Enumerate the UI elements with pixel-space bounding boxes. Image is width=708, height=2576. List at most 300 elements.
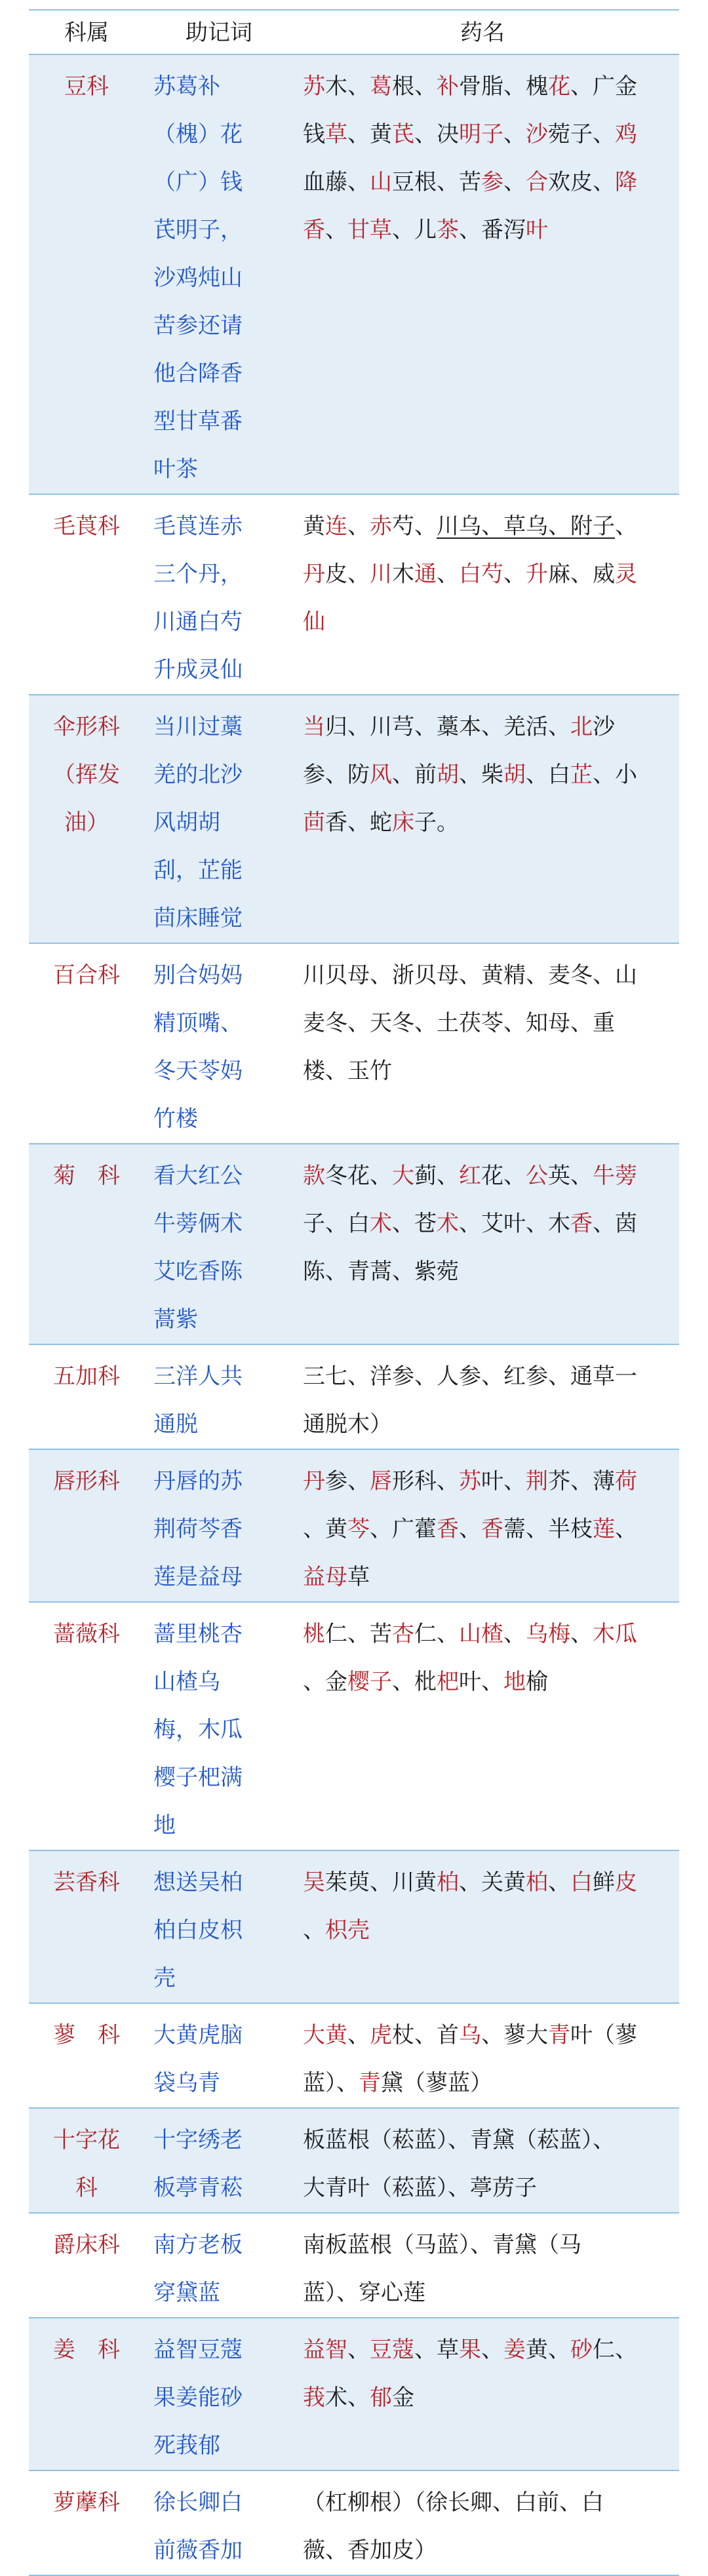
drugs-cell — [294, 2318, 679, 2470]
mnemonic-cell-line: 型甘草番 — [153, 408, 243, 435]
family-cell-line: 蓼 科 — [53, 2022, 120, 2048]
drug-text: 蓝）、穿心莲 — [303, 2280, 425, 2306]
drug-text: 、艾叶、木 — [459, 1211, 570, 1237]
drug-text: 、 — [459, 1516, 481, 1542]
drug-text: 、 — [347, 2022, 370, 2048]
drug-text: 楼、玉竹 — [303, 1058, 392, 1084]
drug-text: 、 — [503, 169, 526, 195]
drug-text: 鲜 — [593, 1869, 615, 1896]
drug-text: 陈、青蒿、紫菀 — [303, 1259, 459, 1285]
mnemonic-cell — [144, 695, 294, 943]
header-drugs: 药名 — [460, 20, 505, 46]
drug-text: 叶、 — [459, 1669, 503, 1695]
drug-text: 大黄 — [303, 2022, 347, 2048]
mnemonic-cell-line: 十字绣老 — [153, 2127, 243, 2153]
drug-text: 蓝）、 — [303, 2070, 359, 2096]
mnemonic-cell-line: 苦参还请 — [153, 313, 243, 339]
drug-text: 、金 — [303, 1669, 347, 1695]
drug-text: 薷、半枝 — [503, 1516, 593, 1542]
mnemonic-cell-line: 莲是益母 — [153, 1564, 243, 1590]
drug-text: 灵 — [615, 561, 637, 587]
drugs-cell — [294, 1345, 679, 1449]
drug-text: 荆 — [526, 1468, 548, 1494]
drugs-line — [303, 1610, 671, 1658]
mnemonic-cell-line: 壳 — [153, 1965, 176, 1991]
drug-text: 香 — [303, 217, 325, 243]
drug-text: 木 — [392, 561, 414, 587]
mnemonic-cell-line: 蒿紫 — [153, 1306, 198, 1333]
family-cell-line: 油） — [64, 810, 109, 836]
mnemonic-cell-line: 通脱 — [153, 1411, 198, 1437]
table-row — [29, 695, 679, 944]
drug-text: 款 — [303, 1163, 325, 1189]
drug-text: 山楂 — [459, 1621, 503, 1647]
mnemonic-cell-line: 毛莨连赤 — [153, 513, 243, 539]
table-row — [29, 2214, 679, 2318]
drug-text: 、儿 — [392, 217, 437, 243]
drugs-line — [303, 2374, 671, 2422]
drug-text: 、枇 — [392, 1669, 437, 1695]
drug-text: 叶、 — [481, 1468, 526, 1494]
drug-text: 大 — [392, 1163, 414, 1189]
drug-text: 南板蓝根（马蓝）、青黛（马 — [303, 2232, 581, 2258]
mnemonic-cell — [144, 55, 294, 494]
drug-text: 仁、苦 — [325, 1621, 392, 1647]
mnemonic-cell-line: 川通白芍 — [153, 609, 243, 635]
drug-text: 虎 — [370, 2022, 392, 2048]
mnemonic-cell-line: 山楂乌 — [153, 1669, 220, 1695]
drugs-line — [303, 1200, 671, 1248]
mnemonic-cell-line: 前薇香加 — [153, 2537, 243, 2564]
drug-text: 薇、香加皮） — [303, 2537, 437, 2564]
mnemonic-cell-line: 柏白皮枳 — [153, 1917, 243, 1943]
drug-text: 、前 — [392, 762, 437, 788]
header-family: 科属 — [64, 20, 109, 46]
drugs-line — [303, 703, 671, 751]
drug-text: 枳壳 — [325, 1917, 370, 1943]
drug-text: 、 — [503, 1621, 526, 1647]
drug-text: 果 — [459, 2337, 481, 2363]
drug-text: 茱萸、川黄 — [325, 1869, 437, 1896]
drug-text: 、 — [503, 121, 526, 147]
drug-text: 芍、 — [392, 513, 437, 539]
drug-text: 、广藿 — [370, 1516, 437, 1542]
drug-text: 菀子、 — [548, 121, 615, 147]
drugs-line — [303, 952, 671, 1000]
mnemonic-cell-line: 想送吴柏 — [153, 1869, 243, 1896]
drug-text: 甘草 — [347, 217, 392, 243]
drug-text: 子。 — [414, 810, 459, 836]
drug-text: 黄 — [303, 513, 325, 539]
drugs-line — [303, 799, 671, 847]
family-cell — [29, 1851, 144, 2002]
drug-text: 形科、 — [392, 1468, 459, 1494]
drug-text: 、 — [437, 561, 459, 587]
drug-text: 丹 — [303, 561, 325, 587]
mnemonic-cell — [144, 1603, 294, 1850]
drug-text: 大青叶（菘蓝）、葶苈子 — [303, 2175, 537, 2201]
drug-text: 术、 — [325, 2385, 370, 2411]
drug-text: 唇 — [370, 1468, 392, 1494]
drugs-cell — [294, 695, 679, 943]
drugs-line — [303, 1047, 671, 1095]
family-cell — [29, 2109, 144, 2212]
drugs-line — [303, 751, 671, 799]
drug-text: 术 — [370, 1211, 392, 1237]
drug-text: 苏 — [303, 73, 325, 100]
family-cell-line: 唇形科 — [53, 1468, 120, 1494]
family-cell-line: 芸香科 — [53, 1869, 120, 1896]
mnemonic-cell-line: （槐）花 — [153, 121, 243, 147]
drugs-cell — [294, 1144, 679, 1344]
drugs-line — [303, 2012, 671, 2059]
drug-text: 郁 — [370, 2385, 392, 2411]
drugs-line — [303, 2221, 671, 2269]
table-row — [29, 1144, 679, 1345]
drug-text: 姜 — [503, 2337, 526, 2363]
mnemonic-cell — [144, 1851, 294, 2002]
drug-text: 花、 — [481, 1163, 526, 1189]
drugs-cell — [294, 1603, 679, 1850]
drug-text: （杠柳根）（徐长卿、白前、白 — [303, 2489, 604, 2516]
drug-text: 风 — [370, 762, 392, 788]
drugs-line — [303, 598, 671, 646]
drugs-line — [303, 2164, 671, 2212]
drug-text: 山 — [370, 169, 392, 195]
mnemonic-cell — [144, 1450, 294, 1601]
drug-text: 乌梅 — [526, 1621, 570, 1647]
drug-text: 冬花、 — [325, 1163, 392, 1189]
mnemonic-cell-line: 精顶嘴、 — [153, 1010, 243, 1036]
mnemonic-cell-line: 看大红公 — [153, 1163, 243, 1189]
table-row — [29, 1345, 679, 1450]
family-cell — [29, 2214, 144, 2317]
drugs-line — [303, 551, 671, 598]
table-header — [29, 10, 679, 55]
drug-text: 益母 — [303, 1564, 347, 1590]
mnemonic-cell-line: 升成灵仙 — [153, 657, 243, 683]
mnemonic-cell-line: 芪明子， — [153, 217, 243, 243]
drug-text: 黄、 — [526, 2337, 570, 2363]
mnemonic-cell-line: 风胡胡 — [153, 810, 220, 836]
drug-text: 益智 — [303, 2337, 347, 2363]
drug-text: 根、 — [392, 73, 437, 100]
drugs-cell — [294, 944, 679, 1143]
drug-text: 、 — [570, 1621, 593, 1647]
mnemonic-cell-line: 艾吃香陈 — [153, 1259, 243, 1285]
drugs-line — [303, 503, 671, 551]
drugs-line — [303, 1553, 671, 1601]
drug-text: 杖、首 — [392, 2022, 459, 2048]
drug-text: 乌 — [459, 2022, 481, 2048]
drug-text: 麻、威 — [548, 561, 615, 587]
drug-text: 茴 — [303, 810, 325, 836]
drug-text: 三七、洋参、人参、红参、通草一 — [303, 1363, 637, 1390]
drug-text: 丹 — [303, 1468, 325, 1494]
drug-text: 樱子 — [347, 1669, 392, 1695]
drug-text: 沙 — [526, 121, 548, 147]
mnemonic-cell-line: 苏葛补 — [153, 73, 220, 100]
drugs-line — [303, 2117, 671, 2164]
family-cell — [29, 2318, 144, 2470]
family-cell-line: 爵床科 — [53, 2232, 120, 2258]
family-cell-line: 萝藦科 — [53, 2489, 120, 2516]
mnemonic-cell-line: 沙鸡炖山 — [153, 265, 243, 291]
drug-text: 、黄 — [303, 1516, 347, 1542]
mnemonic-cell-line: 羌的北沙 — [153, 762, 243, 788]
drug-text: 、柴 — [459, 762, 503, 788]
mnemonic-cell-line: 冬天苓妈 — [153, 1058, 243, 1084]
drug-text: 、 — [347, 513, 370, 539]
drug-text: 白 — [570, 1869, 593, 1896]
mnemonic-cell-line: 大黄虎脑 — [153, 2022, 243, 2048]
drug-text: 通 — [414, 561, 437, 587]
table-row — [29, 2471, 679, 2576]
drug-text: 、茵 — [593, 1211, 637, 1237]
mnemonic-cell-line: 三洋人共 — [153, 1363, 243, 1390]
drug-text: 榆 — [526, 1669, 548, 1695]
family-cell-line: 豆科 — [64, 73, 109, 100]
drug-text: 豆蔻 — [370, 2337, 414, 2363]
drug-text: 牛蒡 — [593, 1163, 637, 1189]
drug-text: 青 — [359, 2070, 381, 2096]
family-cell — [29, 495, 144, 694]
table-row — [29, 944, 679, 1144]
drug-text: 通脱木） — [303, 1411, 392, 1437]
mnemonic-cell-line: 南方老板 — [153, 2232, 243, 2258]
drug-text: 、关黄 — [459, 1869, 526, 1896]
mnemonic-cell-line: 刮，芷能 — [153, 857, 243, 884]
drug-text: 柏 — [526, 1869, 548, 1896]
drug-text: 、 — [325, 217, 347, 243]
drug-text: 仁、 — [593, 2337, 637, 2363]
drug-text: 、 — [503, 561, 526, 587]
drug-text: 钱 — [303, 121, 325, 147]
mnemonic-cell-line: 地 — [153, 1812, 176, 1839]
drugs-cell — [294, 1851, 679, 2002]
table-row — [29, 55, 679, 495]
drug-text: 板蓝根（菘蓝）、青黛（菘蓝）、 — [303, 2127, 615, 2153]
drug-text: 、蓼大 — [481, 2022, 548, 2048]
drug-text: 明子 — [459, 121, 503, 147]
drug-text: 参 — [481, 169, 503, 195]
mnemonic-cell — [144, 2471, 294, 2575]
drug-text: 芥、薄 — [548, 1468, 615, 1494]
drug-text: 柏 — [437, 1869, 459, 1896]
drug-text: 北 — [570, 714, 593, 740]
drugs-line — [303, 63, 671, 111]
mnemonic-cell — [144, 2004, 294, 2107]
drug-text: 茶 — [437, 217, 459, 243]
drugs-cell — [294, 2214, 679, 2317]
drug-text: 连 — [325, 513, 347, 539]
family-cell-line: （挥发 — [53, 762, 120, 788]
mnemonic-cell-line: 牛蒡俩术 — [153, 1211, 243, 1237]
family-cell-line: 蔷薇科 — [53, 1621, 120, 1647]
drug-text: 床 — [392, 810, 414, 836]
drug-text: 、 — [347, 2337, 370, 2363]
drugs-line — [303, 2059, 671, 2107]
drug-text: 葛 — [370, 73, 392, 100]
drugs-line — [303, 111, 671, 159]
drug-text: 子、白 — [303, 1211, 370, 1237]
drug-text: 吴 — [303, 1869, 325, 1896]
mnemonic-cell-line: 三个丹， — [153, 561, 243, 587]
family-cell — [29, 55, 144, 494]
table-row — [29, 2318, 679, 2471]
drug-text: 川贝母、浙贝母、黄精、麦冬、山 — [303, 962, 637, 988]
drugs-line — [303, 1401, 671, 1449]
drugs-line — [303, 1859, 671, 1907]
drugs-line — [303, 1458, 671, 1506]
drug-text: 白芍 — [459, 561, 503, 587]
drug-text: 杏 — [392, 1621, 414, 1647]
drug-text: 、黄 — [347, 121, 392, 147]
mnemonic-cell-line: 益智豆蔻 — [153, 2337, 243, 2363]
drug-text: 赤 — [370, 513, 392, 539]
drug-text: 金 — [392, 2385, 414, 2411]
family-cell-line: 五加科 — [53, 1363, 120, 1390]
drug-text: 黛（蓼蓝） — [381, 2070, 492, 2096]
drug-text: 胡 — [437, 762, 459, 788]
family-cell — [29, 1450, 144, 1601]
drug-text: 香 — [481, 1516, 503, 1542]
drug-text: 砂 — [570, 2337, 593, 2363]
drug-text: 公 — [526, 1163, 548, 1189]
drug-text: 桃 — [303, 1621, 325, 1647]
drug-text: 补 — [437, 73, 459, 100]
drugs-cell — [294, 2109, 679, 2212]
drugs-cell — [294, 2471, 679, 2575]
drug-text: 仁、 — [414, 1621, 459, 1647]
drug-text: 、苍 — [392, 1211, 437, 1237]
drug-text: 、番泻 — [459, 217, 526, 243]
family-cell — [29, 695, 144, 943]
mnemonic-cell — [144, 2109, 294, 2212]
drug-text: 归、川芎、藁本、羌活、 — [325, 714, 570, 740]
drug-text: 木、 — [325, 73, 370, 100]
drugs-line — [303, 1353, 671, 1401]
drug-text: 苏 — [459, 1468, 481, 1494]
drug-text: 香 — [437, 1516, 459, 1542]
mnemonic-cell-line: （广）钱 — [153, 169, 243, 195]
family-cell-line: 科 — [75, 2175, 98, 2201]
herb-family-table — [29, 9, 679, 2576]
drugs-cell — [294, 55, 679, 494]
family-cell — [29, 1144, 144, 1344]
drugs-line — [303, 2326, 671, 2374]
drug-text: 荷 — [615, 1468, 637, 1494]
drug-text: 香 — [570, 1211, 593, 1237]
drug-text: 杷 — [437, 1669, 459, 1695]
family-cell — [29, 2004, 144, 2107]
drug-text: 、草 — [414, 2337, 459, 2363]
drug-text: 仙 — [303, 609, 325, 635]
drugs-cell — [294, 495, 679, 694]
drug-text: 木瓜 — [593, 1621, 637, 1647]
family-cell-line: 姜 科 — [53, 2337, 120, 2363]
drug-text: 合 — [526, 169, 548, 195]
mnemonic-cell-line: 袋乌青 — [153, 2070, 220, 2096]
drugs-line — [303, 1000, 671, 1047]
drug-text: 叶 — [526, 217, 548, 243]
mnemonic-cell-line: 死莪郁 — [153, 2432, 220, 2459]
mnemonic-cell — [144, 1144, 294, 1344]
drug-text: 地 — [503, 1669, 526, 1695]
drug-text: 升 — [526, 561, 548, 587]
drug-text: 、 — [481, 2337, 503, 2363]
mnemonic-cell-line: 当川过藁 — [153, 714, 243, 740]
drugs-line — [303, 2269, 671, 2317]
family-cell-line: 十字花 — [53, 2127, 120, 2153]
header-mnemonic: 助记词 — [186, 20, 252, 46]
drug-text: 、 — [615, 513, 637, 539]
family-cell-line: 百合科 — [53, 962, 120, 988]
table-row — [29, 1450, 679, 1603]
drugs-line — [303, 1907, 671, 1955]
drug-text: 参、 — [325, 1468, 370, 1494]
drug-text: 胡 — [503, 762, 526, 788]
drugs-line — [303, 1506, 671, 1553]
mnemonic-cell-line: 别合妈妈 — [153, 962, 243, 988]
drug-text: 草 — [347, 1564, 370, 1590]
family-cell — [29, 1603, 144, 1850]
drugs-line — [303, 206, 671, 254]
drug-text: 、决 — [414, 121, 459, 147]
mnemonic-cell-line: 果姜能砂 — [153, 2385, 243, 2411]
mnemonic-cell-line: 叶茶 — [153, 456, 198, 482]
mnemonic-cell — [144, 944, 294, 1143]
drug-text: 术 — [437, 1211, 459, 1237]
table-row — [29, 1603, 679, 1851]
drug-text: 莪 — [303, 2385, 325, 2411]
drug-text: 川 — [370, 561, 392, 587]
drug-text: 皮 — [615, 1869, 637, 1896]
drugs-line — [303, 1248, 671, 1296]
drug-text: 英、 — [548, 1163, 593, 1189]
mnemonic-cell-line: 樱子杷满 — [153, 1765, 243, 1791]
drug-text: 骨脂、槐 — [459, 73, 548, 100]
drug-text: 川乌、草乌、附子 — [437, 513, 615, 539]
drug-text: 青 — [548, 2022, 570, 2048]
drugs-cell — [294, 1450, 679, 1601]
mnemonic-cell-line: 竹楼 — [153, 1106, 198, 1132]
drugs-line — [303, 1658, 671, 1706]
mnemonic-cell-line: 丹唇的苏 — [153, 1468, 243, 1494]
mnemonic-cell-line: 徐长卿白 — [153, 2489, 243, 2516]
drug-text: 、 — [303, 1917, 325, 1943]
drug-text: 血藤、 — [303, 169, 370, 195]
mnemonic-cell — [144, 2318, 294, 2470]
drug-text: 莲 — [593, 1516, 615, 1542]
mnemonic-cell — [144, 1345, 294, 1449]
drug-text: 芪 — [392, 121, 414, 147]
table-row — [29, 1851, 679, 2004]
drug-text: 、 — [615, 1516, 637, 1542]
drug-text: 皮、 — [325, 561, 370, 587]
drug-text: 、广金 — [570, 73, 637, 100]
drug-text: 沙 — [593, 714, 615, 740]
table-body — [29, 55, 679, 2576]
family-cell — [29, 2471, 144, 2575]
drug-text: 豆根、苦 — [392, 169, 481, 195]
drug-text: 当 — [303, 714, 325, 740]
mnemonic-cell-line: 荆荷芩香 — [153, 1516, 243, 1542]
mnemonic-cell-line: 梅，木瓜 — [153, 1717, 243, 1743]
mnemonic-cell-line: 茴床睡觉 — [153, 905, 243, 931]
drug-text: 叶（蓼 — [570, 2022, 637, 2048]
drug-text: 花 — [548, 73, 570, 100]
